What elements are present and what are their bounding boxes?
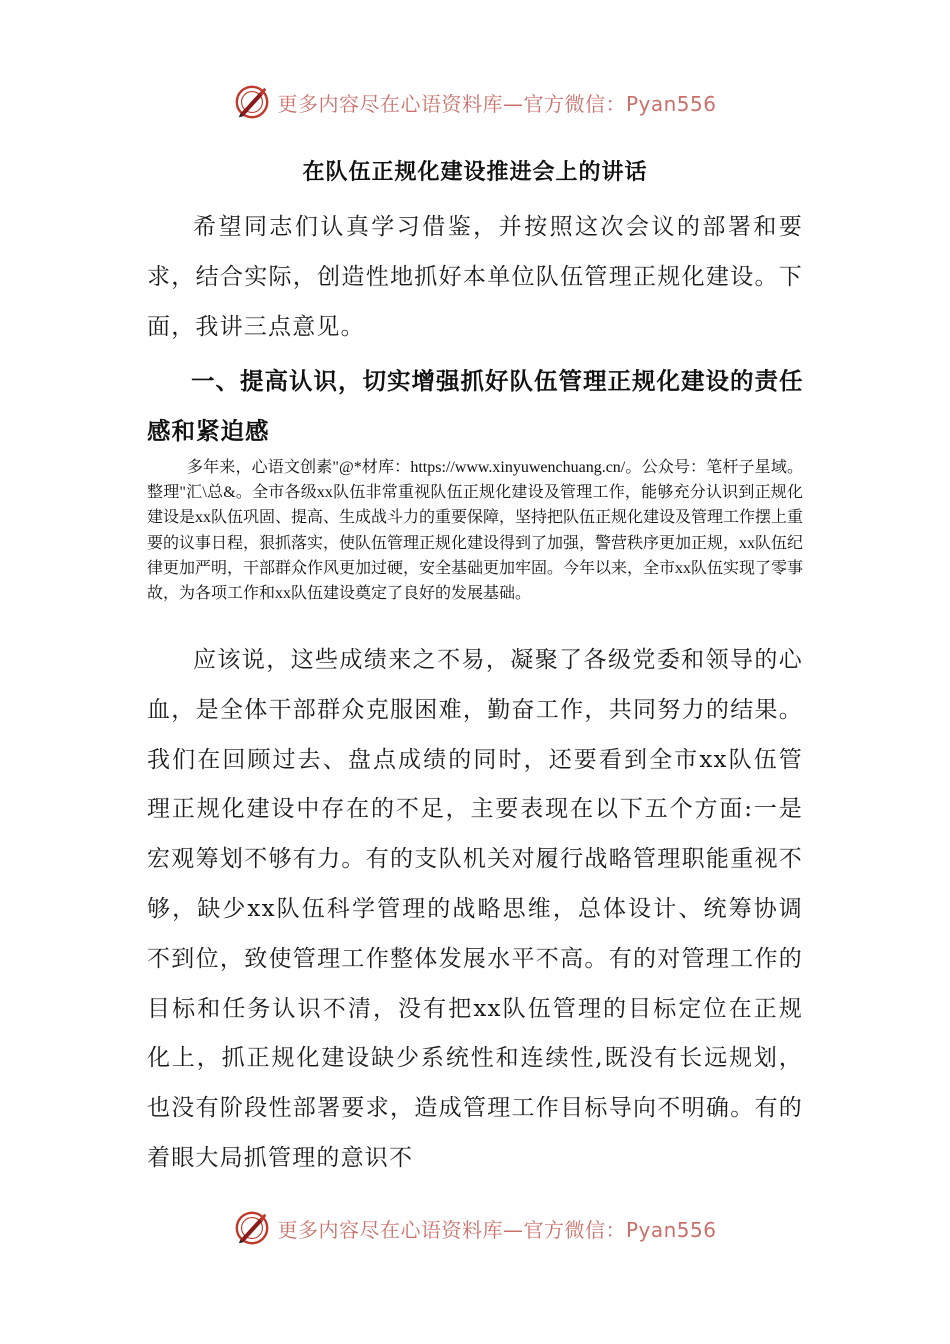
small-print-paragraph: 多年来，心语文创素"@*材库：https://www.xinyuwenchuang.cn/。公众号：笔杆子星域。整理"汇\总&。全市各级xx队伍非常重视队伍正规化建设及管理工作，能够充分认识到正规化建设是xx队伍巩固、提高、生成战斗力的重要保障，坚持把队伍正规化建设及管理工作摆上重要的议事日程，狠抓落实，使队伍管理正规化建设得到了加强，警营秩序更加正规，xx队伍纪律更加严明，干部群众作风更加过硬，安全基础更加牢固。今年以来，全市xx队伍实现了零事故，为各项工作和xx队伍建设奠定了良好的发展基础。 — [147, 459, 804, 603]
section-heading-1: 一、提高认识，切实增强抓好队伍管理正规化建设的责任感和紧迫感 — [147, 367, 804, 445]
pen-circle-logo-icon — [233, 83, 271, 121]
footer-banner-text: 更多内容尽在心语资料库—官方微信：Pyan556 — [277, 1217, 717, 1242]
body-paragraph: 应该说，这些成绩来之不易，凝聚了各级党委和领导的心血，是全体干部群众克服困难，勤奋工作，共同努力的结果。我们在回顾过去、盘点成绩的同时，还要看到全市xx队伍管理正规化建设中存在的不足，主要表现在以下五个方面:一是宏观筹划不够有力。有的支队机关对履行战略管理职能重视不够，缺少xx队伍科学管理的战略思维，总体设计、统筹协调不到位，致使管理工作整体发展水平不高。有的对管理工作的目标和任务认识不清，没有把xx队伍管理的目标定位在正规化上，抓正规化建设缺少系统性和连续性,既没有长远规划，也没有阶段性部署要求，造成管理工作目标导向不明确。有的着眼大局抓管理的意识不 — [147, 647, 803, 1171]
intro-paragraph: 希望同志们认真学习借鉴，并按照这次会议的部署和要求，结合实际，创造性地抓好本单位队伍管理正规化建设。下面，我讲三点意见。 — [147, 214, 803, 340]
pen-circle-logo-icon — [233, 1209, 271, 1247]
document-title: 在队伍正规化建设推进会上的讲话 — [302, 160, 648, 185]
header-banner-text: 更多内容尽在心语资料库—官方微信：Pyan556 — [277, 91, 717, 116]
header-watermark-banner — [0, 82, 950, 122]
footer-watermark-banner — [0, 1208, 950, 1248]
